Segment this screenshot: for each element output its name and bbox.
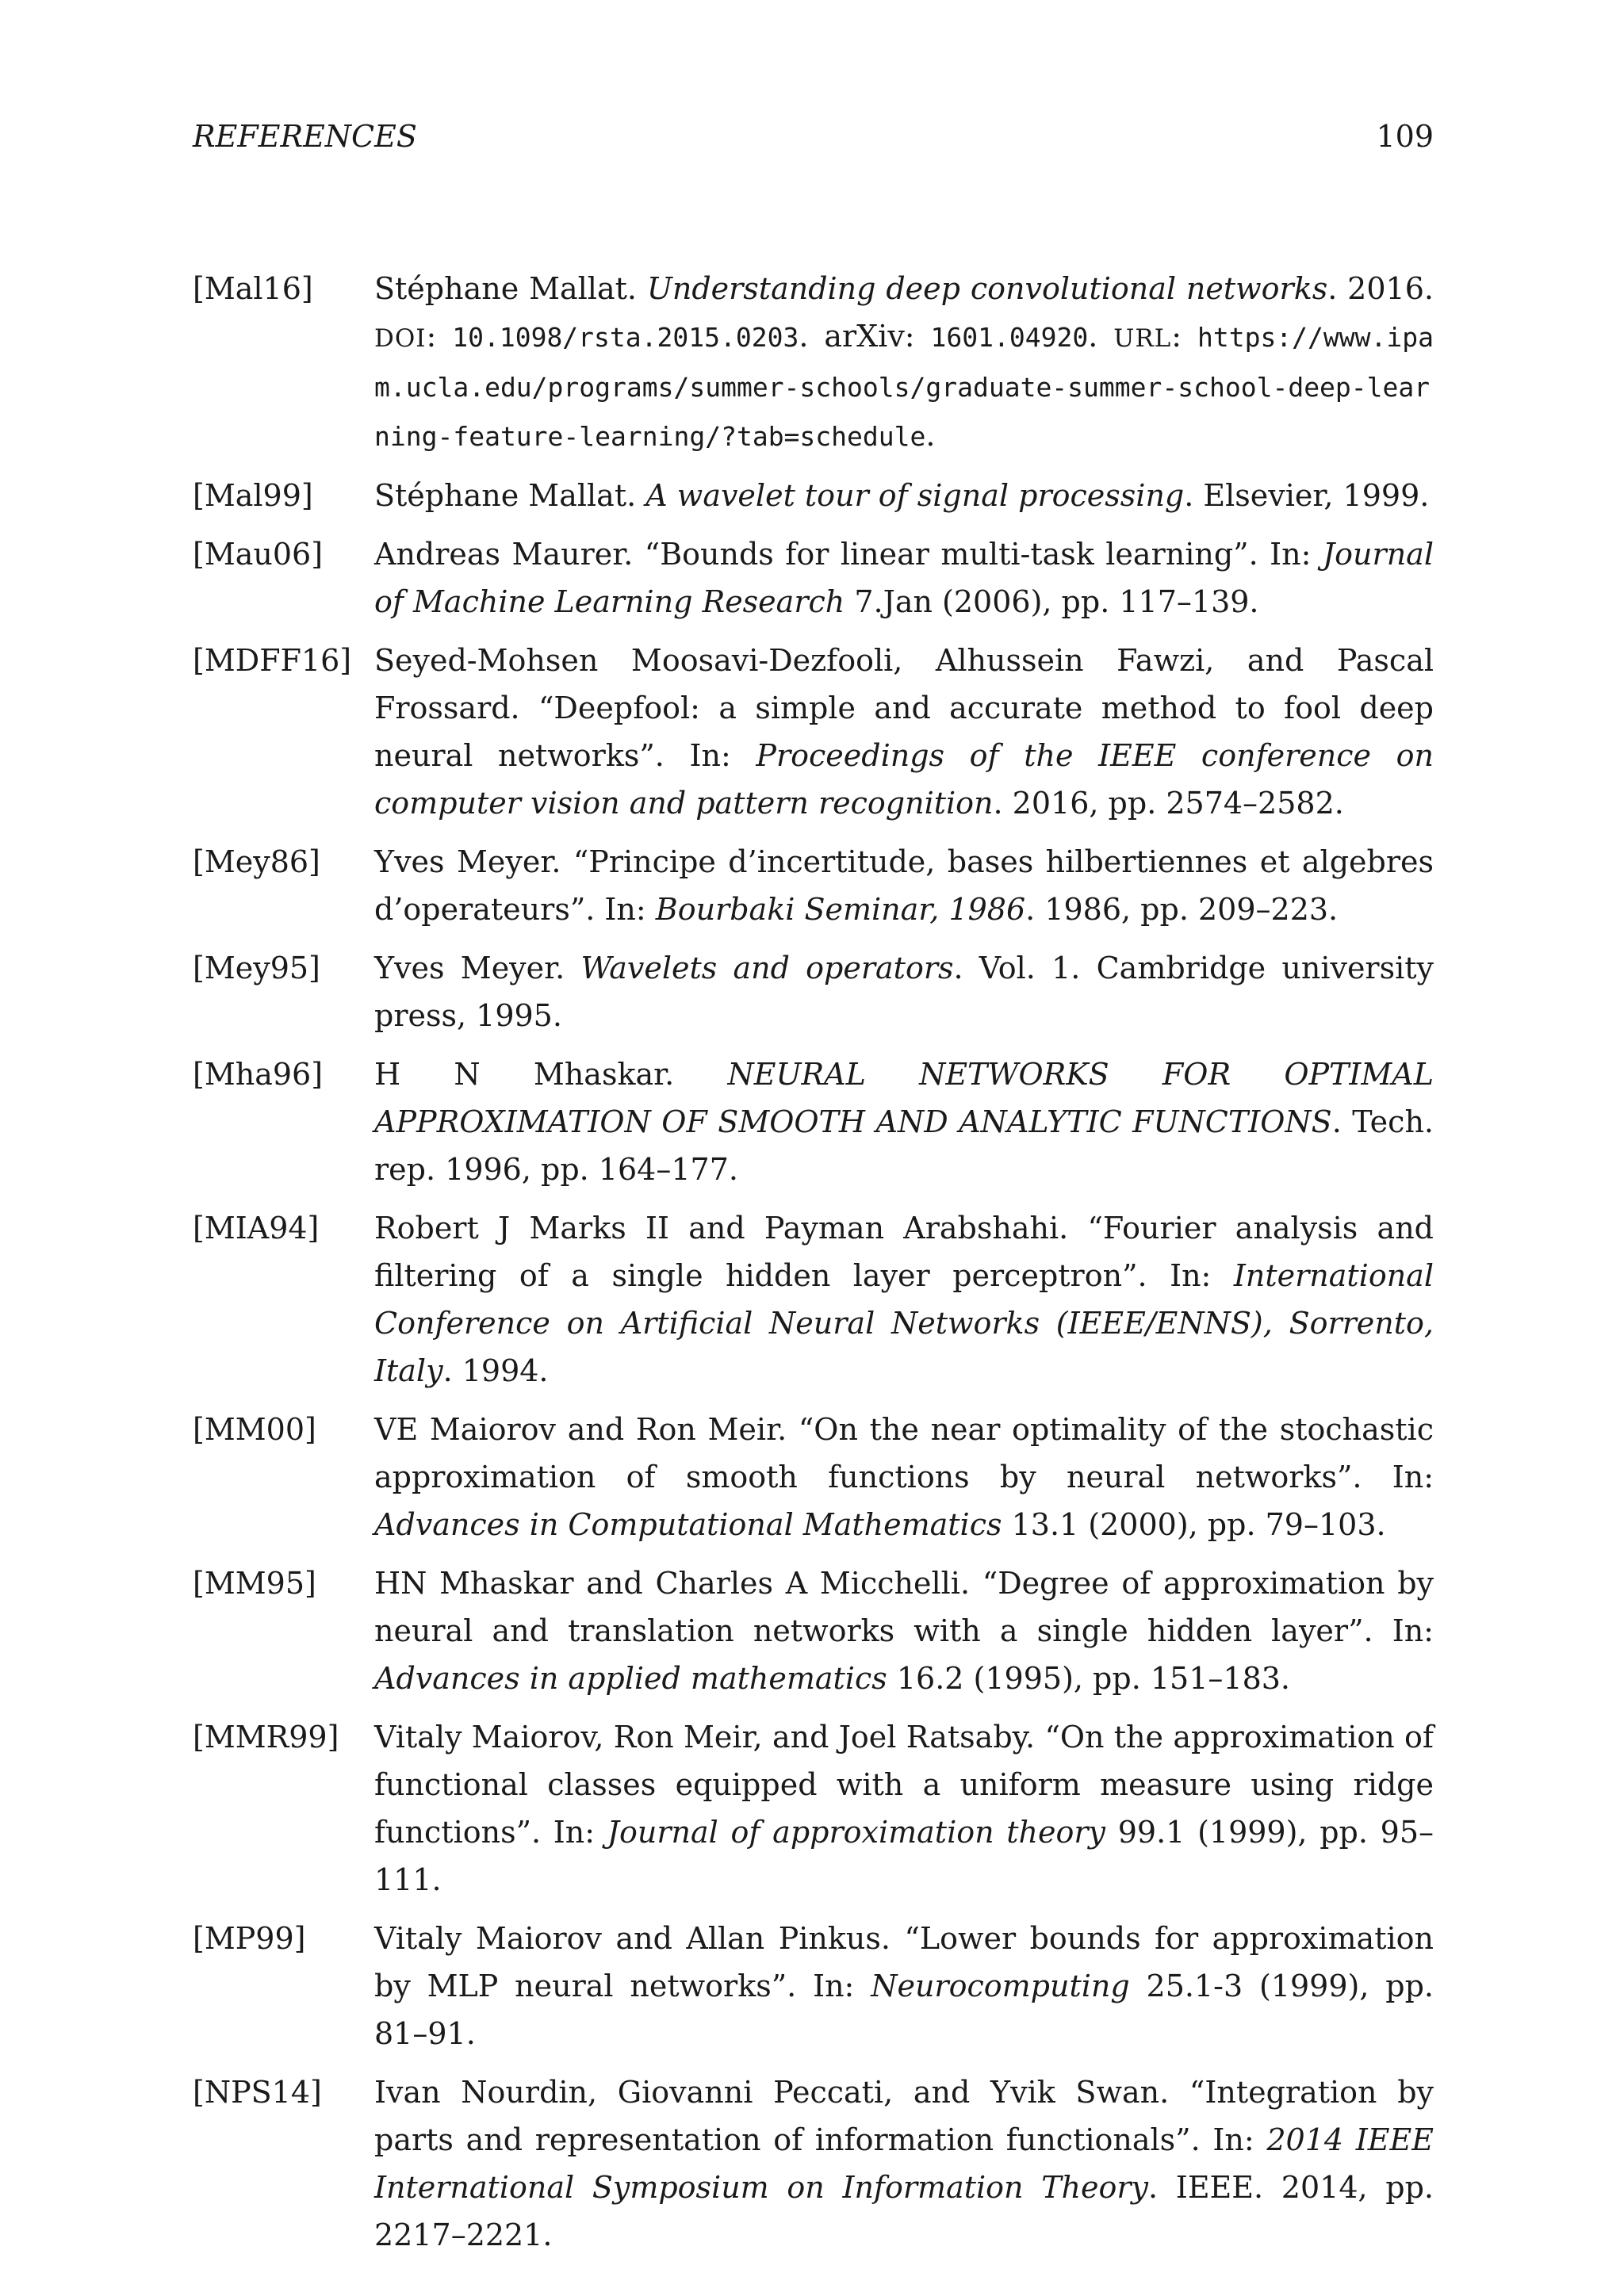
reference-body xyxy=(374,637,1434,827)
reference-details: . IEEE. 2014, pp. 2217–2221. xyxy=(374,2170,1434,2252)
reference-title: Wavelets and operators xyxy=(580,951,954,985)
reference-title: Understanding deep convolutional networks xyxy=(646,271,1328,306)
reference-venue: Journal of approximation theory xyxy=(607,1815,1106,1850)
reference-key: [Mey86] xyxy=(193,844,320,879)
url-label: URL xyxy=(1113,324,1172,353)
reference-venue: Advances in applied mathematics xyxy=(374,1661,887,1696)
reference-author: Ivan Nourdin, Giovanni Peccati, and Yvik Swan. xyxy=(374,2075,1170,2110)
reference-details: 7.Jan (2006), pp. 117–139. xyxy=(854,584,1259,619)
reference-title: A wavelet tour of signal processing xyxy=(645,478,1185,513)
reference-body xyxy=(374,2068,1434,2259)
reference-entry xyxy=(193,472,1434,519)
reference-author: Andreas Maurer. xyxy=(374,537,634,572)
reference-details: 99.1 (1999), pp. 95–111. xyxy=(374,1815,1434,1897)
reference-body xyxy=(374,838,1434,933)
reference-author: Stéphane Mallat. xyxy=(374,271,637,306)
reference-body xyxy=(374,530,1434,626)
reference-key: [Mha96] xyxy=(193,1057,324,1092)
reference-author: Vitaly Maiorov, Ron Meir, and Joel Ratsaby. xyxy=(374,1720,1036,1755)
reference-venue: Proceedings of the IEEE conference on computer vision and pattern recognition xyxy=(374,738,1434,821)
reference-venue: 2014 IEEE International Symposium on Information Theory xyxy=(374,2122,1434,2205)
reference-details: 16.2 (1995), pp. 151–183. xyxy=(896,1661,1290,1696)
reference-title: “Deepfool: a simple and accurate method to fool deep neural networks”. In: xyxy=(374,691,1434,773)
reference-title: NEURAL NETWORKS FOR OPTIMAL APPROXIMATION OF SMOOTH AND ANALYTIC FUNCTIONS xyxy=(374,1057,1434,1139)
reference-key: [MP99] xyxy=(193,1921,306,1956)
reference-body xyxy=(374,1559,1434,1702)
reference-entry xyxy=(193,530,1434,626)
reference-body xyxy=(374,1915,1434,2057)
reference-key: [Mal16] xyxy=(193,271,313,306)
reference-key: [MMR99] xyxy=(193,1720,339,1755)
reference-venue: Bourbaki Seminar, 1986 xyxy=(655,892,1026,927)
reference-entry xyxy=(193,1204,1434,1395)
reference-key: [Mey95] xyxy=(193,951,320,985)
reference-details: 13.1 (2000), pp. 79–103. xyxy=(1011,1507,1386,1542)
reference-title: “Lower bounds for approximation by MLP neural networks”. In: xyxy=(374,1921,1434,2003)
doi-label: DOI xyxy=(374,324,427,353)
reference-key: [NPS14] xyxy=(193,2075,322,2110)
reference-entry xyxy=(193,944,1434,1039)
reference-venue: Advances in Computational Mathematics xyxy=(374,1507,1002,1542)
reference-author: Yves Meyer. xyxy=(374,951,565,985)
reference-details: 25.1-3 (1999), pp. 81–91. xyxy=(374,1969,1434,2051)
page-number: 109 xyxy=(1376,119,1434,154)
reference-entry xyxy=(193,1050,1434,1193)
reference-key: [MM00] xyxy=(193,1412,316,1447)
reference-body xyxy=(374,1050,1434,1193)
reference-list xyxy=(193,265,1434,2270)
reference-body xyxy=(374,1713,1434,1904)
reference-author: Vitaly Maiorov and Allan Pinkus. xyxy=(374,1921,891,1956)
reference-entry xyxy=(193,838,1434,933)
reference-key: [Mal99] xyxy=(193,478,313,513)
reference-title: “Bounds for linear multi-task learning”. In: xyxy=(644,537,1312,572)
reference-key: [MDFF16] xyxy=(193,643,352,678)
reference-body xyxy=(374,472,1434,519)
running-title: REFERENCES xyxy=(193,119,417,154)
reference-details: . Elsevier, 1999. xyxy=(1184,478,1430,513)
reference-details: . 2016. xyxy=(1327,271,1434,306)
reference-key: [Mau06] xyxy=(193,537,324,572)
reference-title: “Integration by parts and representation of information functionals”. In: xyxy=(374,2075,1434,2157)
reference-body xyxy=(374,1204,1434,1395)
reference-title: “Principe d’incertitude, bases hilbertiennes et algebres d’operateurs”. In: xyxy=(374,844,1434,927)
reference-details: . 1994. xyxy=(442,1353,549,1388)
reference-title: “Fourier analysis and filtering of a single hidden layer perceptron”. In: xyxy=(374,1211,1434,1293)
reference-entry xyxy=(193,1713,1434,1904)
reference-key: [MIA94] xyxy=(193,1211,320,1246)
reference-author: VE Maiorov and Ron Meir. xyxy=(374,1412,787,1447)
reference-details: . 1986, pp. 209–223. xyxy=(1025,892,1339,927)
url-link[interactable]: https://www.ipam.ucla.edu/programs/summer-schools/graduate-summer-school-deep-learning-feature-learning/?tab=schedule xyxy=(374,322,1434,452)
page-header xyxy=(193,119,1434,166)
reference-author: H N Mhaskar. xyxy=(374,1057,675,1092)
reference-venue: International Conference on Artificial Neural Networks (IEEE/ENNS), Sorrento, Italy xyxy=(374,1258,1434,1388)
reference-entry xyxy=(193,265,1434,461)
reference-entry xyxy=(193,1406,1434,1548)
reference-title: “Degree of approximation by neural and translation networks with a single hidden layer”. In: xyxy=(374,1566,1434,1648)
reference-body: Stéphane Mallat. Understanding deep convolutional networks. 2016. DOI: 10.1098/rsta.2015.0203. arXiv: 1601.04920. URL: https://www.ipam.ucla.edu/programs/summer-schools/graduate-summer-school-deep-learning-feature-learning/?tab=schedule. xyxy=(374,271,1434,453)
reference-venue: Journal of Machine Learning Research xyxy=(374,537,1434,619)
reference-title: “On the near optimality of the stochastic approximation of smooth functions by neural networks”. In: xyxy=(374,1412,1434,1494)
reference-entry xyxy=(193,637,1434,827)
reference-entry xyxy=(193,1559,1434,1702)
reference-entry xyxy=(193,2068,1434,2259)
reference-author: Yves Meyer. xyxy=(374,844,561,879)
doi-link[interactable]: 10.1098/rsta.2015.0203 xyxy=(452,322,799,353)
arxiv-label: arXiv: xyxy=(824,319,915,354)
reference-details: . Tech. rep. 1996, pp. 164–177. xyxy=(374,1104,1434,1187)
reference-entry xyxy=(193,1915,1434,2057)
reference-key: [MM95] xyxy=(193,1566,316,1601)
reference-details: . 2016, pp. 2574–2582. xyxy=(993,786,1344,821)
arxiv-link[interactable]: 1601.04920 xyxy=(930,322,1089,353)
reference-body xyxy=(374,1406,1434,1548)
reference-author: Robert J Marks II and Payman Arabshahi. xyxy=(374,1211,1069,1246)
reference-body xyxy=(374,944,1434,1039)
reference-author: HN Mhaskar and Charles A Micchelli. xyxy=(374,1566,971,1601)
reference-title: “On the approximation of functional classes equipped with a uniform measure using ridge functions”. In: xyxy=(374,1720,1434,1850)
reference-details: . Vol. 1. Cambridge university press, 1995. xyxy=(374,951,1434,1033)
reference-venue: Neurocomputing xyxy=(871,1969,1130,2003)
reference-author: Seyed-Mohsen Moosavi-Dezfooli, Alhussein Fawzi, and Pascal Frossard. xyxy=(374,643,1434,725)
reference-author: Stéphane Mallat. xyxy=(374,478,637,513)
